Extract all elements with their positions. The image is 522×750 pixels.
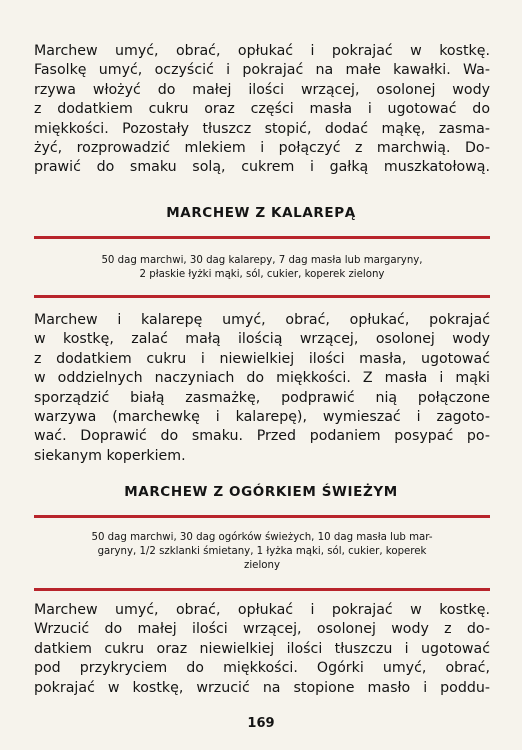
method-paragraph — [34, 311, 490, 466]
text-line: Marchew i kalarepę umyć, obrać, opłukać, pokrajać — [34, 312, 490, 328]
text-line: datkiem cukru oraz niewielkiej ilości tłuszczu i ugotować — [34, 640, 490, 657]
text-line: Marchew umyć, obrać, opłukać i pokrajać w kostkę. — [34, 602, 490, 618]
divider-rule — [34, 236, 490, 239]
text-line: z dodatkiem cukru oraz części masła i ugotować do — [34, 101, 490, 118]
ingredients-line: 2 płaskie łyżki mąki, sól, cukier, koperek zielony — [139, 269, 385, 280]
ingredients-line: 50 dag marchwi, 30 dag kalarepy, 7 dag masła lub margaryny, — [101, 255, 423, 266]
divider-rule — [34, 588, 490, 591]
recipe-title: MARCHEW Z OGÓRKIEM ŚWIEŻYM — [124, 484, 398, 500]
divider-rule — [34, 515, 490, 518]
page-number: 169 — [247, 716, 275, 731]
intro-paragraph — [34, 42, 490, 178]
text-line: siekanym koperkiem. — [34, 447, 186, 464]
text-line: pod przykryciem do miękkości. Ogórki umyć, obrać, — [34, 660, 490, 677]
text-line: Fasolkę umyć, oczyścić i pokrajać na małe kawałki. Wa- — [34, 62, 490, 79]
text-line: wać. Doprawić do smaku. Przed podaniem posypać po- — [34, 428, 490, 445]
text-line: rzywa włożyć do małej ilości wrzącej, osolonej wody — [34, 81, 490, 98]
recipe-title: MARCHEW Z KALAREPĄ — [166, 205, 356, 221]
ingredients-line: 50 dag marchwi, 30 dag ogórków świeżych, 10 dag masła lub mar- — [91, 532, 433, 543]
text-line: Wrzucić do małej ilości wrzącej, osolonej wody z do- — [34, 621, 490, 638]
ingredients-list — [34, 254, 490, 282]
ingredients-list — [34, 531, 490, 573]
text-line: w oddzielnych naczyniach do miękkości. Z masła i mąki — [34, 370, 490, 387]
ingredients-line: garyny, 1/2 szklanki śmietany, 1 łyżka mąki, sól, cukier, koperek — [97, 546, 427, 557]
ingredients-line: zielony — [244, 560, 280, 571]
text-line: żyć, rozprowadzić mlekiem i połączyć z marchwią. Do- — [34, 140, 490, 157]
text-line: miękkości. Pozostały tłuszcz stopić, dodać mąkę, zasma- — [34, 120, 490, 137]
text-line: prawić do smaku solą, cukrem i gałką muszkatołową. — [34, 159, 490, 176]
text-line: sporządzić białą zasmażkę, podprawić nią połączone — [34, 389, 490, 406]
text-line: w kostkę, zalać małą ilością wrzącej, osolonej wody — [34, 331, 490, 348]
method-paragraph — [34, 601, 490, 698]
text-line: warzywa (marchewkę i kalarepę), wymieszać i zagoto- — [34, 409, 490, 426]
text-line: z dodatkiem cukru i niewielkiej ilości masła, ugotować — [34, 350, 490, 367]
text-line: Marchew umyć, obrać, opłukać i pokrajać w kostkę. — [34, 43, 490, 59]
text-line: pokrajać w kostkę, wrzucić na stopione masło i poddu- — [34, 679, 490, 696]
divider-rule — [34, 295, 490, 298]
